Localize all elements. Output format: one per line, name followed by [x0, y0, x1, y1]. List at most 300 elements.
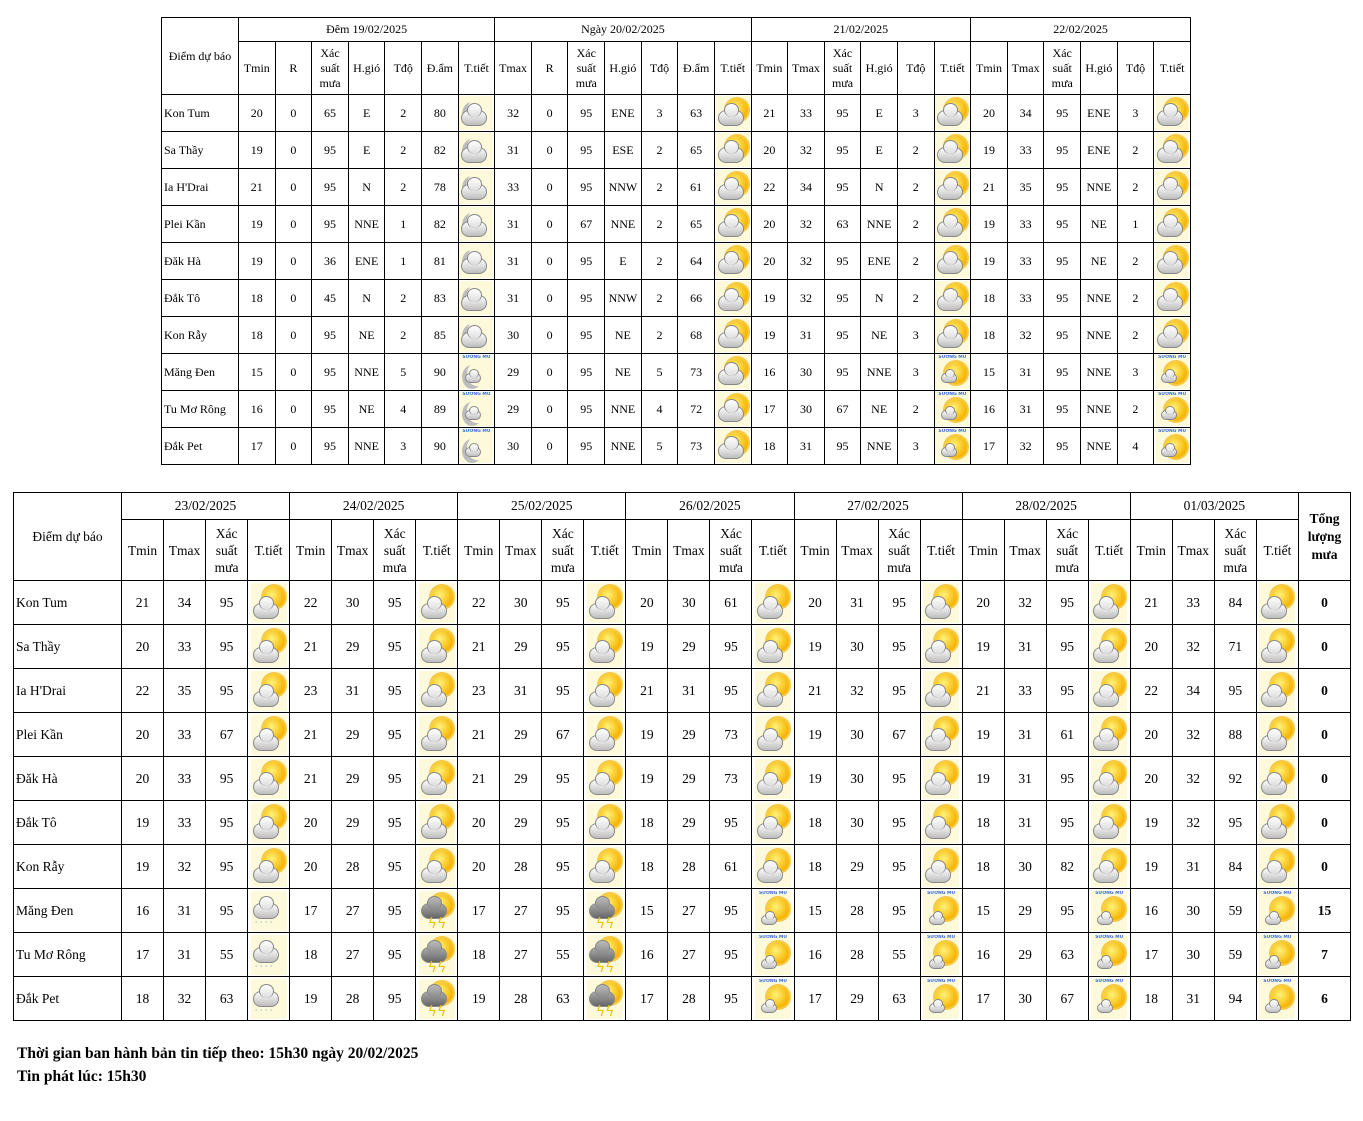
- fog-label: SƯƠNG MÙ: [1263, 890, 1292, 896]
- value-cell: 29: [332, 757, 374, 801]
- column-header: T.tiết: [934, 42, 971, 95]
- forecast-table-long-range: [13, 492, 1351, 1021]
- value-cell: 19: [971, 206, 1008, 243]
- value-cell: 33: [164, 757, 206, 801]
- value-cell: 95: [312, 428, 349, 465]
- weather-icon-cell: [584, 713, 626, 757]
- sun-cloud-icon: [587, 715, 623, 755]
- night-cloud-icon: [459, 170, 493, 204]
- sun-cloud-icon: [1155, 244, 1189, 278]
- value-cell: 19: [751, 280, 788, 317]
- value-cell: E: [861, 132, 898, 169]
- weather-icon-cell: [1088, 581, 1130, 625]
- value-cell: 32: [788, 243, 825, 280]
- value-cell: 21: [971, 169, 1008, 206]
- sun-cloud-icon: [716, 392, 750, 426]
- value-cell: 4: [1117, 428, 1154, 465]
- value-cell: 32: [1007, 428, 1044, 465]
- value-cell: 33: [164, 625, 206, 669]
- thunderstorm-icon: [419, 979, 455, 1019]
- total-rain-value: 7: [1299, 933, 1351, 977]
- sun-cloud-icon: [1155, 281, 1189, 315]
- value-cell: NNE: [348, 354, 385, 391]
- fog-sun-icon: [923, 935, 959, 975]
- sun-cloud-icon: [923, 759, 959, 799]
- value-cell: 2: [897, 132, 934, 169]
- value-cell: ENE: [1081, 132, 1118, 169]
- value-cell: 19: [122, 801, 164, 845]
- value-cell: 19: [239, 132, 276, 169]
- value-cell: 2: [1117, 169, 1154, 206]
- column-header: T.tiết: [584, 520, 626, 581]
- value-cell: 31: [495, 132, 532, 169]
- value-cell: 3: [897, 95, 934, 132]
- sun-cloud-icon: [419, 583, 455, 623]
- sun-cloud-icon: [419, 627, 455, 667]
- fog-sun-icon: [1091, 891, 1127, 931]
- value-cell: 18: [239, 280, 276, 317]
- value-cell: 20: [239, 95, 276, 132]
- value-cell: 28: [500, 977, 542, 1021]
- weather-icon-cell: [920, 713, 962, 757]
- weather-icon-cell: [416, 625, 458, 669]
- value-cell: 95: [710, 625, 752, 669]
- weather-icon-cell: [584, 845, 626, 889]
- value-cell: 95: [710, 801, 752, 845]
- value-cell: 20: [794, 581, 836, 625]
- weather-icon-cell: [416, 977, 458, 1021]
- value-cell: 17: [290, 889, 332, 933]
- value-cell: 21: [458, 713, 500, 757]
- column-header: Tđộ: [641, 42, 678, 95]
- forecast-table-short-range: [161, 17, 1191, 465]
- weather-icon-cell: [1256, 977, 1298, 1021]
- date-header: Đêm 19/02/2025: [239, 18, 495, 42]
- fog-label: SƯƠNG MÙ: [462, 392, 491, 397]
- sun-cloud-icon: [1091, 803, 1127, 843]
- value-cell: 95: [1044, 354, 1081, 391]
- value-cell: 0: [275, 391, 312, 428]
- value-cell: 19: [962, 713, 1004, 757]
- value-cell: ENE: [1081, 95, 1118, 132]
- value-cell: 18: [458, 933, 500, 977]
- value-cell: 95: [374, 581, 416, 625]
- column-header: Tmax: [1004, 520, 1046, 581]
- sun-cloud-icon: [419, 847, 455, 887]
- value-cell: 16: [1130, 889, 1172, 933]
- weather-icon-cell: [1154, 280, 1191, 317]
- value-cell: 78: [422, 169, 459, 206]
- value-cell: 22: [290, 581, 332, 625]
- location-name: Kon Rẫy: [14, 845, 122, 889]
- value-cell: 32: [1007, 317, 1044, 354]
- weather-icon-cell: [584, 625, 626, 669]
- value-cell: 31: [1007, 391, 1044, 428]
- value-cell: 95: [312, 132, 349, 169]
- value-cell: 95: [206, 669, 248, 713]
- value-cell: 3: [641, 95, 678, 132]
- value-cell: 29: [668, 801, 710, 845]
- value-cell: 65: [678, 132, 715, 169]
- sun-cloud-icon: [587, 759, 623, 799]
- weather-icon-cell: [934, 206, 971, 243]
- value-cell: 29: [668, 625, 710, 669]
- fog-label: SƯƠNG MÙ: [1095, 934, 1124, 940]
- value-cell: 21: [290, 713, 332, 757]
- value-cell: 29: [1004, 889, 1046, 933]
- value-cell: 32: [1172, 757, 1214, 801]
- value-cell: 95: [710, 933, 752, 977]
- sun-cloud-icon: [935, 96, 969, 130]
- sun-cloud-icon: [419, 671, 455, 711]
- weather-icon-cell: [416, 713, 458, 757]
- weather-icon-cell: [934, 132, 971, 169]
- value-cell: 2: [385, 169, 422, 206]
- column-header: R: [531, 42, 568, 95]
- weather-icon-cell: [458, 243, 495, 280]
- lightning-bolt: ϟϟ: [427, 1003, 447, 1019]
- value-cell: NNE: [605, 428, 642, 465]
- location-name: Đắk Tô: [14, 801, 122, 845]
- value-cell: 2: [385, 280, 422, 317]
- value-cell: 20: [1130, 625, 1172, 669]
- value-cell: 95: [374, 845, 416, 889]
- value-cell: 95: [1044, 206, 1081, 243]
- value-cell: 28: [668, 845, 710, 889]
- weather-icon-cell: [752, 845, 794, 889]
- value-cell: 31: [836, 581, 878, 625]
- value-cell: 95: [710, 669, 752, 713]
- value-cell: 30: [495, 317, 532, 354]
- column-header: Tmin: [239, 42, 276, 95]
- value-cell: 95: [1044, 428, 1081, 465]
- value-cell: 2: [897, 391, 934, 428]
- value-cell: 59: [1214, 889, 1256, 933]
- sun-cloud-icon: [587, 847, 623, 887]
- weather-icon-cell: [714, 243, 751, 280]
- header-row-columns: [162, 42, 1191, 95]
- sun-cloud-icon: [1259, 627, 1295, 667]
- value-cell: 3: [897, 317, 934, 354]
- value-cell: 2: [1117, 243, 1154, 280]
- value-cell: 17: [962, 977, 1004, 1021]
- value-cell: 18: [962, 845, 1004, 889]
- value-cell: 95: [374, 669, 416, 713]
- value-cell: 95: [878, 669, 920, 713]
- weather-icon-cell: [458, 354, 495, 391]
- value-cell: 19: [751, 317, 788, 354]
- value-cell: 32: [1172, 801, 1214, 845]
- sun-cloud-icon: [935, 318, 969, 352]
- sun-cloud-icon: [419, 759, 455, 799]
- value-cell: 30: [1172, 889, 1214, 933]
- value-cell: 29: [500, 713, 542, 757]
- sun-cloud-icon: [935, 244, 969, 278]
- value-cell: 23: [290, 669, 332, 713]
- table-row: [162, 243, 1191, 280]
- value-cell: 31: [1004, 757, 1046, 801]
- weather-icon-cell: [920, 933, 962, 977]
- value-cell: 31: [788, 317, 825, 354]
- value-cell: 33: [495, 169, 532, 206]
- value-cell: NNE: [861, 206, 898, 243]
- value-cell: NNE: [1081, 169, 1118, 206]
- value-cell: 21: [458, 625, 500, 669]
- thunderstorm-icon: [587, 979, 623, 1019]
- weather-icon-cell: [714, 317, 751, 354]
- value-cell: 55: [878, 933, 920, 977]
- column-header: Đ.ẩm: [422, 42, 459, 95]
- weather-icon-cell: [752, 977, 794, 1021]
- location-header: Điểm dự báo: [162, 18, 239, 95]
- weather-icon-cell: [1088, 713, 1130, 757]
- sun-cloud-icon: [251, 627, 287, 667]
- table-row: [14, 669, 1351, 713]
- fog-label: SƯƠNG MÙ: [758, 978, 788, 984]
- fog-sun-icon: [1259, 935, 1295, 975]
- date-header: 23/02/2025: [122, 493, 290, 520]
- value-cell: NNW: [605, 280, 642, 317]
- fog-sun-icon: [935, 392, 969, 426]
- column-header: Xác suất mưa: [542, 520, 584, 581]
- weather-icon-cell: [584, 581, 626, 625]
- weather-icon-cell: [752, 801, 794, 845]
- sun-cloud-icon: [587, 583, 623, 623]
- table-row: [162, 280, 1191, 317]
- column-header: H.gió: [1081, 42, 1118, 95]
- date-header: 21/02/2025: [751, 18, 971, 42]
- value-cell: 65: [312, 95, 349, 132]
- value-cell: 22: [458, 581, 500, 625]
- value-cell: NE: [1081, 206, 1118, 243]
- weather-icon-cell: [458, 95, 495, 132]
- value-cell: 95: [542, 801, 584, 845]
- value-cell: 1: [1117, 206, 1154, 243]
- value-cell: 95: [1214, 669, 1256, 713]
- value-cell: 31: [1007, 354, 1044, 391]
- value-cell: 95: [206, 845, 248, 889]
- value-cell: 2: [641, 280, 678, 317]
- column-header: Tmax: [836, 520, 878, 581]
- value-cell: 30: [332, 581, 374, 625]
- column-header: Tmin: [626, 520, 668, 581]
- location-name: Sa Thầy: [14, 625, 122, 669]
- value-cell: 95: [1046, 581, 1088, 625]
- location-name: Kon Tum: [14, 581, 122, 625]
- night-cloud-icon: [459, 318, 493, 352]
- issued-time: Tin phát lúc: 15h30: [17, 1068, 147, 1085]
- table-row: [14, 625, 1351, 669]
- value-cell: 3: [385, 428, 422, 465]
- weather-icon-cell: [1256, 713, 1298, 757]
- value-cell: 95: [1046, 625, 1088, 669]
- column-header: Xác suất mưa: [312, 42, 349, 95]
- value-cell: 95: [878, 757, 920, 801]
- weather-icon-cell: [920, 625, 962, 669]
- value-cell: NNE: [1081, 317, 1118, 354]
- weather-icon-cell: [1256, 581, 1298, 625]
- fog-sun-icon: [1259, 979, 1295, 1019]
- value-cell: 30: [788, 391, 825, 428]
- value-cell: ENE: [861, 243, 898, 280]
- lightning-bolt: ϟϟ: [427, 915, 447, 931]
- fog-sun-icon: [1155, 355, 1189, 389]
- weather-icon-cell: [1088, 669, 1130, 713]
- value-cell: 33: [164, 713, 206, 757]
- lightning-bolt: ϟϟ: [595, 959, 615, 975]
- value-cell: 2: [897, 280, 934, 317]
- value-cell: 31: [164, 889, 206, 933]
- table-row: [162, 354, 1191, 391]
- value-cell: 20: [751, 243, 788, 280]
- value-cell: 95: [542, 625, 584, 669]
- value-cell: 63: [678, 95, 715, 132]
- weather-icon-cell: [752, 713, 794, 757]
- value-cell: 35: [164, 669, 206, 713]
- value-cell: 95: [878, 581, 920, 625]
- value-cell: NNE: [1081, 428, 1118, 465]
- fog-label: SƯƠNG MÙ: [938, 355, 967, 360]
- column-header: Xác suất mưa: [1046, 520, 1088, 581]
- value-cell: 82: [1046, 845, 1088, 889]
- value-cell: N: [861, 169, 898, 206]
- value-cell: 20: [290, 801, 332, 845]
- value-cell: 29: [332, 801, 374, 845]
- column-header: T.tiết: [752, 520, 794, 581]
- column-header: Tmax: [1172, 520, 1214, 581]
- weather-icon-cell: [1154, 428, 1191, 465]
- total-rain-value: 15: [1299, 889, 1351, 933]
- value-cell: 2: [385, 132, 422, 169]
- column-header: Tmax: [500, 520, 542, 581]
- value-cell: 16: [626, 933, 668, 977]
- total-rain-value: 0: [1299, 625, 1351, 669]
- header-row-dates: [14, 493, 1351, 520]
- sun-cloud-icon: [755, 671, 791, 711]
- column-header: Tmin: [971, 42, 1008, 95]
- value-cell: 31: [164, 933, 206, 977]
- weather-icon-cell: [248, 713, 290, 757]
- value-cell: 30: [500, 581, 542, 625]
- location-name: Măng Đen: [14, 889, 122, 933]
- value-cell: 63: [542, 977, 584, 1021]
- value-cell: 95: [878, 845, 920, 889]
- column-header: T.tiết: [1154, 42, 1191, 95]
- value-cell: 34: [1172, 669, 1214, 713]
- value-cell: 19: [1130, 845, 1172, 889]
- value-cell: 0: [275, 280, 312, 317]
- column-header: Tmin: [962, 520, 1004, 581]
- value-cell: 3: [897, 354, 934, 391]
- value-cell: 95: [824, 95, 861, 132]
- value-cell: 0: [531, 243, 568, 280]
- location-header: Điểm dự báo: [14, 493, 122, 581]
- value-cell: 45: [312, 280, 349, 317]
- value-cell: 31: [788, 428, 825, 465]
- column-header: T.tiết: [920, 520, 962, 581]
- value-cell: 21: [122, 581, 164, 625]
- date-header: 01/03/2025: [1130, 493, 1298, 520]
- fog-sun-icon: [755, 935, 791, 975]
- value-cell: 61: [678, 169, 715, 206]
- thunderstorm-icon: [587, 891, 623, 931]
- total-rain-value: 0: [1299, 669, 1351, 713]
- column-header: Tmin: [122, 520, 164, 581]
- value-cell: 2: [641, 132, 678, 169]
- weather-icon-cell: [1088, 801, 1130, 845]
- value-cell: 0: [531, 132, 568, 169]
- total-rain-value: 6: [1299, 977, 1351, 1021]
- value-cell: 15: [626, 889, 668, 933]
- value-cell: 0: [275, 95, 312, 132]
- value-cell: 21: [962, 669, 1004, 713]
- location-name: Đăk Hà: [162, 243, 239, 280]
- value-cell: NE: [348, 391, 385, 428]
- weather-icon-cell: [934, 169, 971, 206]
- value-cell: 30: [788, 354, 825, 391]
- value-cell: 20: [1130, 757, 1172, 801]
- sun-cloud-icon: [935, 170, 969, 204]
- value-cell: 31: [495, 206, 532, 243]
- value-cell: 17: [794, 977, 836, 1021]
- location-name: Kon Rẫy: [162, 317, 239, 354]
- value-cell: 34: [788, 169, 825, 206]
- weather-icon-cell: [714, 95, 751, 132]
- value-cell: 90: [422, 354, 459, 391]
- weather-icon-cell: [1256, 801, 1298, 845]
- weather-icon-cell: [248, 625, 290, 669]
- value-cell: 23: [458, 669, 500, 713]
- fog-sun-icon: [755, 979, 791, 1019]
- value-cell: 80: [422, 95, 459, 132]
- weather-icon-cell: [1088, 845, 1130, 889]
- value-cell: 28: [332, 845, 374, 889]
- value-cell: 95: [824, 354, 861, 391]
- location-name: Plei Kần: [162, 206, 239, 243]
- value-cell: 95: [312, 354, 349, 391]
- value-cell: 89: [422, 391, 459, 428]
- value-cell: 21: [794, 669, 836, 713]
- value-cell: 0: [531, 206, 568, 243]
- value-cell: 19: [239, 243, 276, 280]
- value-cell: 67: [206, 713, 248, 757]
- sun-cloud-icon: [755, 583, 791, 623]
- value-cell: 95: [374, 713, 416, 757]
- value-cell: 18: [962, 801, 1004, 845]
- sun-cloud-icon: [1091, 627, 1127, 667]
- value-cell: 31: [1172, 845, 1214, 889]
- sun-cloud-icon: [251, 715, 287, 755]
- weather-icon-cell: [752, 933, 794, 977]
- fog-label: SƯƠNG MÙ: [927, 934, 956, 940]
- value-cell: 5: [385, 354, 422, 391]
- weather-icon-cell: [934, 428, 971, 465]
- weather-icon-cell: [1256, 625, 1298, 669]
- value-cell: 32: [164, 977, 206, 1021]
- value-cell: 61: [1046, 713, 1088, 757]
- weather-icon-cell: [714, 206, 751, 243]
- table-row: [162, 428, 1191, 465]
- value-cell: 22: [122, 669, 164, 713]
- fog-label: SƯƠNG MÙ: [1095, 978, 1124, 984]
- value-cell: NNE: [1081, 391, 1118, 428]
- value-cell: 18: [794, 801, 836, 845]
- fog-sun-icon: [935, 355, 969, 389]
- value-cell: 29: [332, 625, 374, 669]
- value-cell: 19: [971, 243, 1008, 280]
- value-cell: 19: [626, 625, 668, 669]
- value-cell: 17: [626, 977, 668, 1021]
